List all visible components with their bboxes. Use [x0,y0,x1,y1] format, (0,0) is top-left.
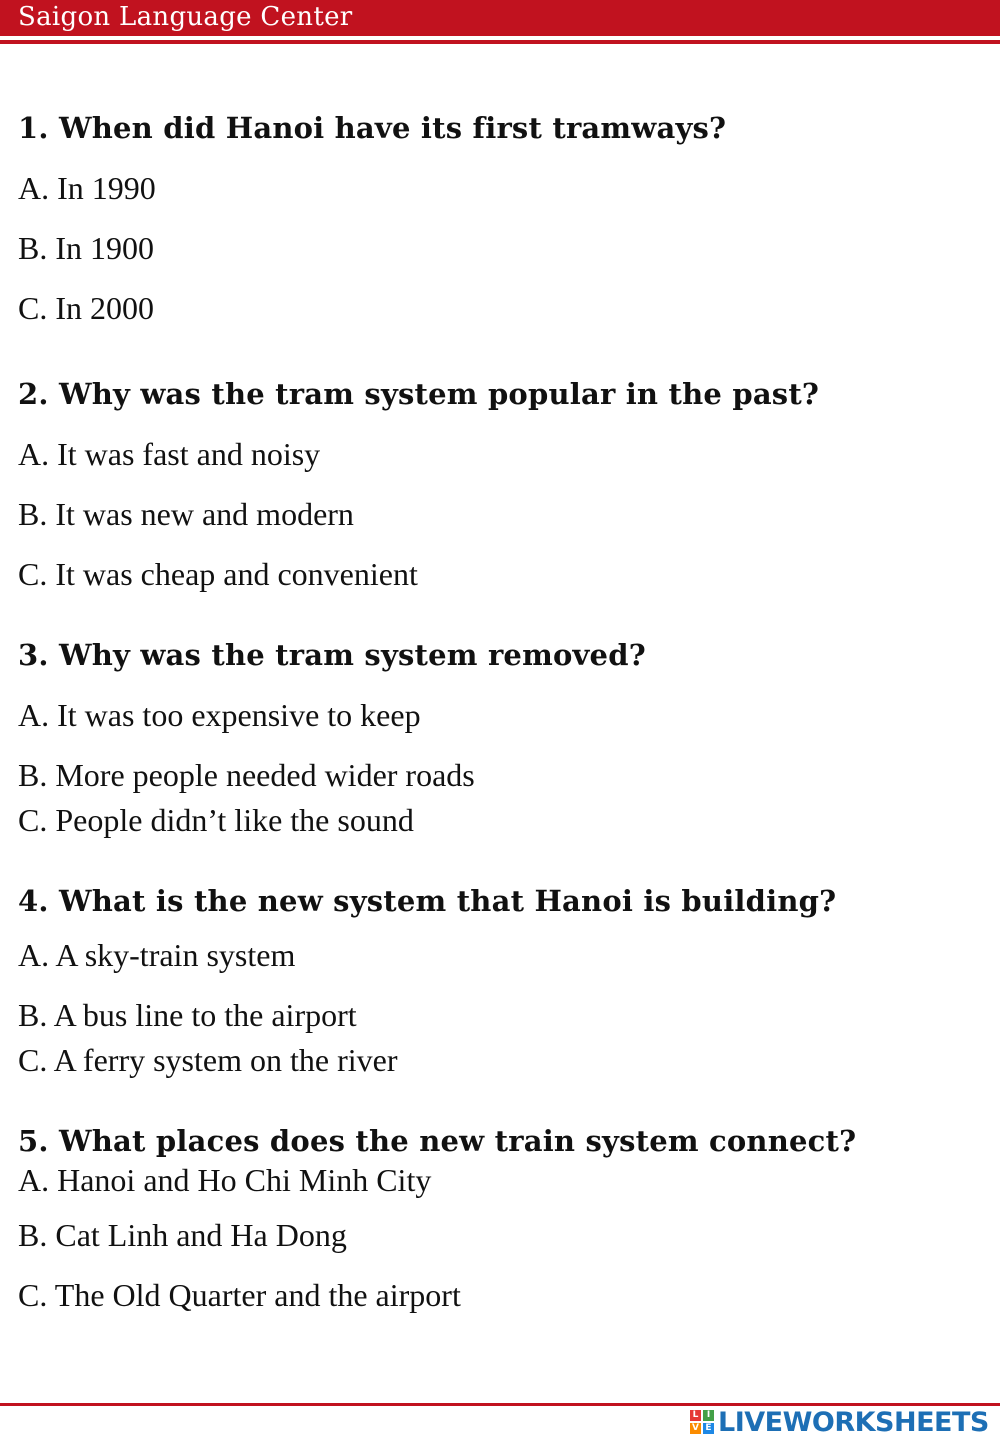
logo-mark-letter: L [690,1410,701,1421]
logo-mark-letter: I [703,1410,714,1421]
q5-option-c[interactable]: C. The Old Quarter and the airport [18,1277,461,1313]
q5-option-b[interactable]: B. Cat Linh and Ha Dong [18,1217,347,1253]
question-5: 5. What places does the new train system connect? [18,1124,857,1158]
liveworksheets-logo [690,1407,989,1437]
q2-option-c[interactable]: C. It was cheap and convenient [18,556,418,592]
page-title: Saigon Language Center [18,2,353,32]
question-3: 3. Why was the tram system removed? [18,638,646,672]
q1-option-c[interactable]: C. In 2000 [18,290,154,326]
q3-option-c[interactable]: C. People didn’t like the sound [18,802,414,838]
q4-option-b[interactable]: B. A bus line to the airport [18,997,357,1033]
question-4: 4. What is the new system that Hanoi is building? [18,884,837,918]
q3-option-a[interactable]: A. It was too expensive to keep [18,697,421,733]
header-bar [0,0,1000,36]
question-2: 2. Why was the tram system popular in the past? [18,377,820,411]
question-1: 1. When did Hanoi have its first tramways? [18,111,727,145]
q1-option-b[interactable]: B. In 1900 [18,230,154,266]
header-divider [0,40,1000,44]
logo-mark-letter: E [703,1423,714,1434]
q4-option-a[interactable]: A. A sky-train system [18,937,296,973]
liveworksheets-mark-icon [690,1410,714,1434]
q1-option-a[interactable]: A. In 1990 [18,170,156,206]
logo-text: LIVEWORKSHEETS [718,1406,989,1438]
q5-option-a[interactable]: A. Hanoi and Ho Chi Minh City [18,1162,432,1198]
q4-option-c[interactable]: C. A ferry system on the river [18,1042,398,1078]
q3-option-b[interactable]: B. More people needed wider roads [18,757,475,793]
logo-mark-letter: V [690,1423,701,1434]
q2-option-a[interactable]: A. It was fast and noisy [18,436,321,472]
q2-option-b[interactable]: B. It was new and modern [18,496,354,532]
